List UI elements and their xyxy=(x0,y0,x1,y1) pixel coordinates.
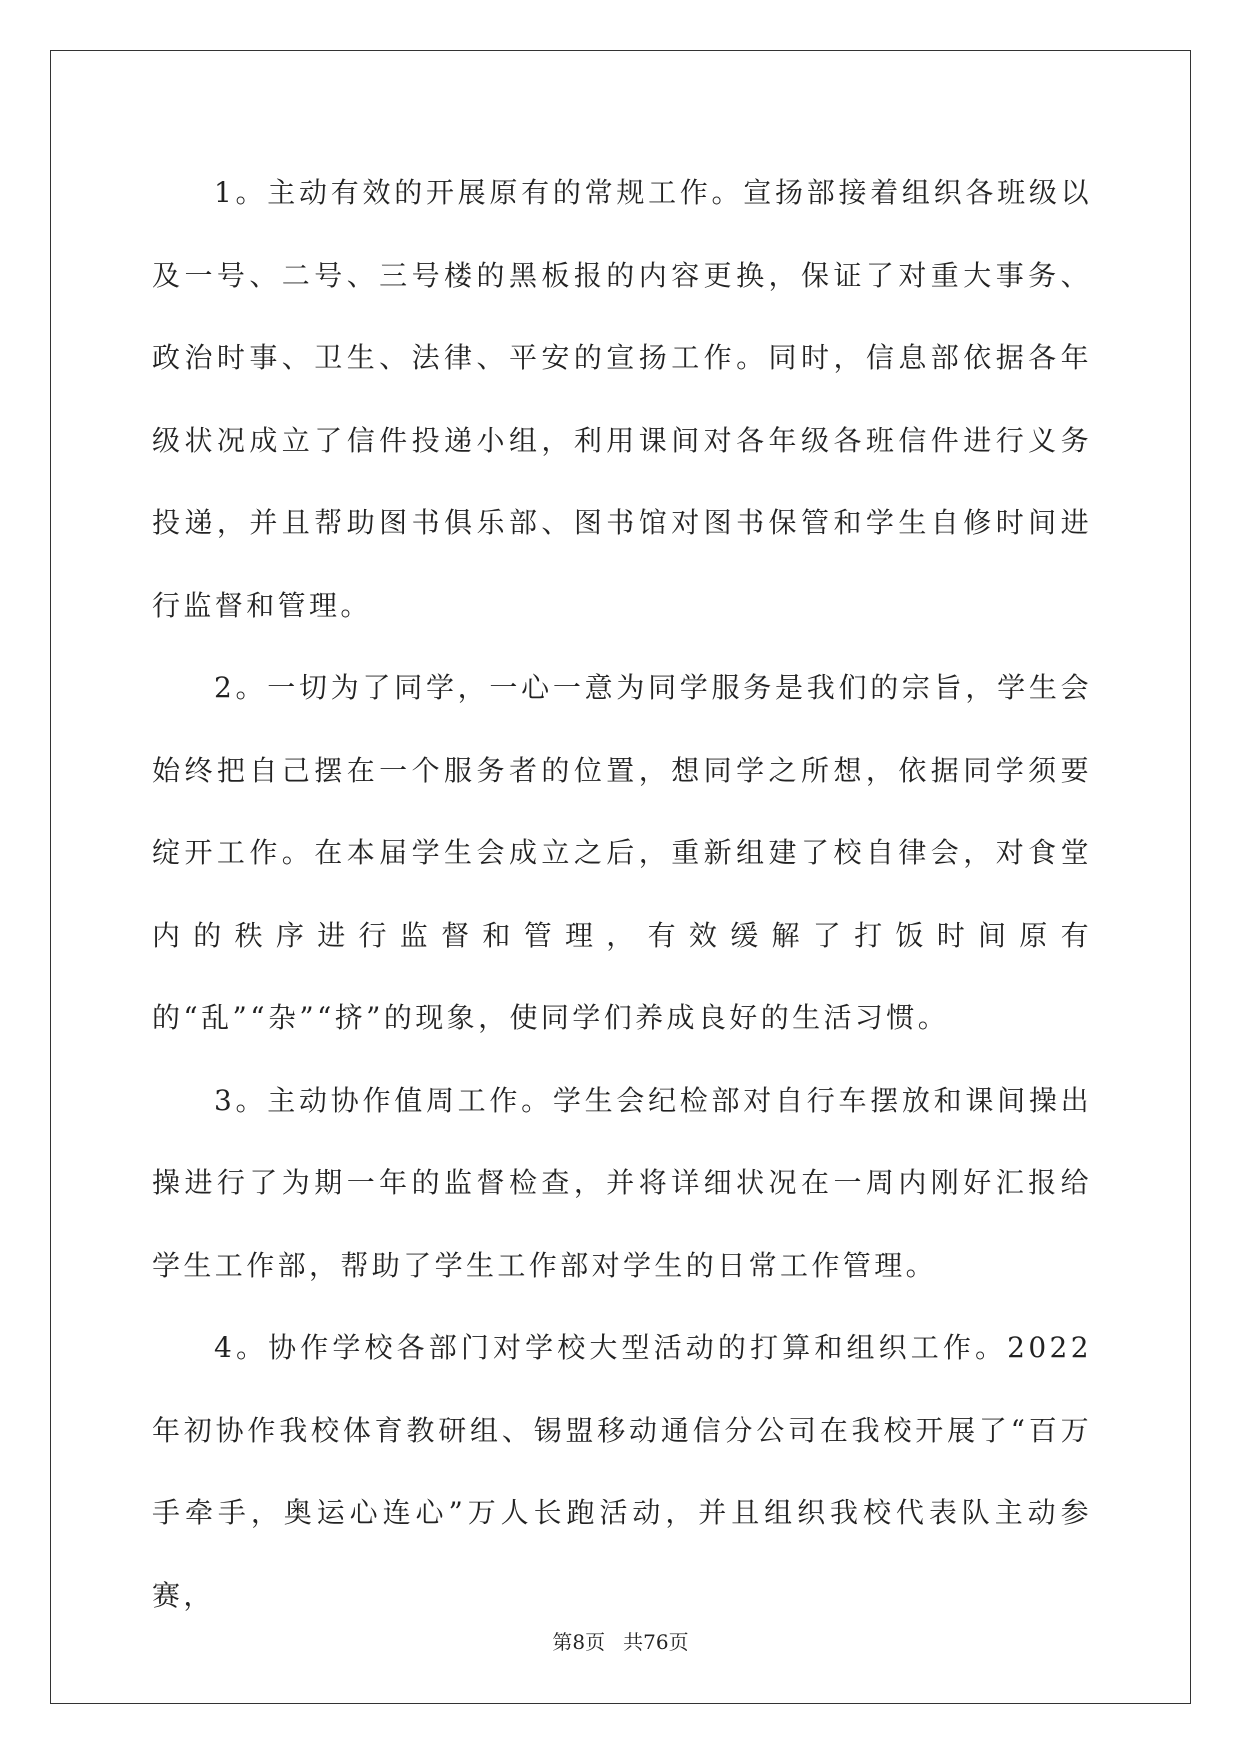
paragraph-2: 2。一切为了同学，一心一意为同学服务是我们的宗旨，学生会始终把自己摆在一个服务者的位置，想同学之所想，依据同学须要绽开工作。在本届学生会成立之后，重新组建了校自律会，对食堂内的秩序进行监督和管理，有效缓解了打饭时间原有的“乱”“杂”“挤”的现象，使同学们养成良好的生活习惯。 xyxy=(152,671,1092,1034)
total-page-count: 共76页 xyxy=(623,1630,689,1654)
paragraph-3: 3。主动协作值周工作。学生会纪检部对自行车摆放和课间操出操进行了为期一年的监督检查，并将详细状况在一周内刚好汇报给学生工作部，帮助了学生工作部对学生的日常工作管理。 xyxy=(152,1083,1092,1282)
page-footer xyxy=(0,1630,1241,1654)
document-body xyxy=(152,152,1092,1637)
paragraph-1: 1。主动有效的开展原有的常规工作。宣扬部接着组织各班级以及一号、二号、三号楼的黑板报的内容更换，保证了对重大事务、政治时事、卫生、法律、平安的宣扬工作。同时，信息部依据各年级状况成立了信件投递小组，利用课间对各年级各班信件进行义务投递，并且帮助图书俱乐部、图书馆对图书保管和学生自修时间进行监督和管理。 xyxy=(152,176,1092,622)
current-page-number: 第8页 xyxy=(552,1630,606,1654)
paragraph-4: 4。协作学校各部门对学校大型活动的打算和组织工作。2022年初协作我校体育教研组、锡盟移动通信分公司在我校开展了“百万手牵手，奥运心连心”万人长跑活动，并且组织我校代表队主动参赛， xyxy=(152,1331,1092,1612)
